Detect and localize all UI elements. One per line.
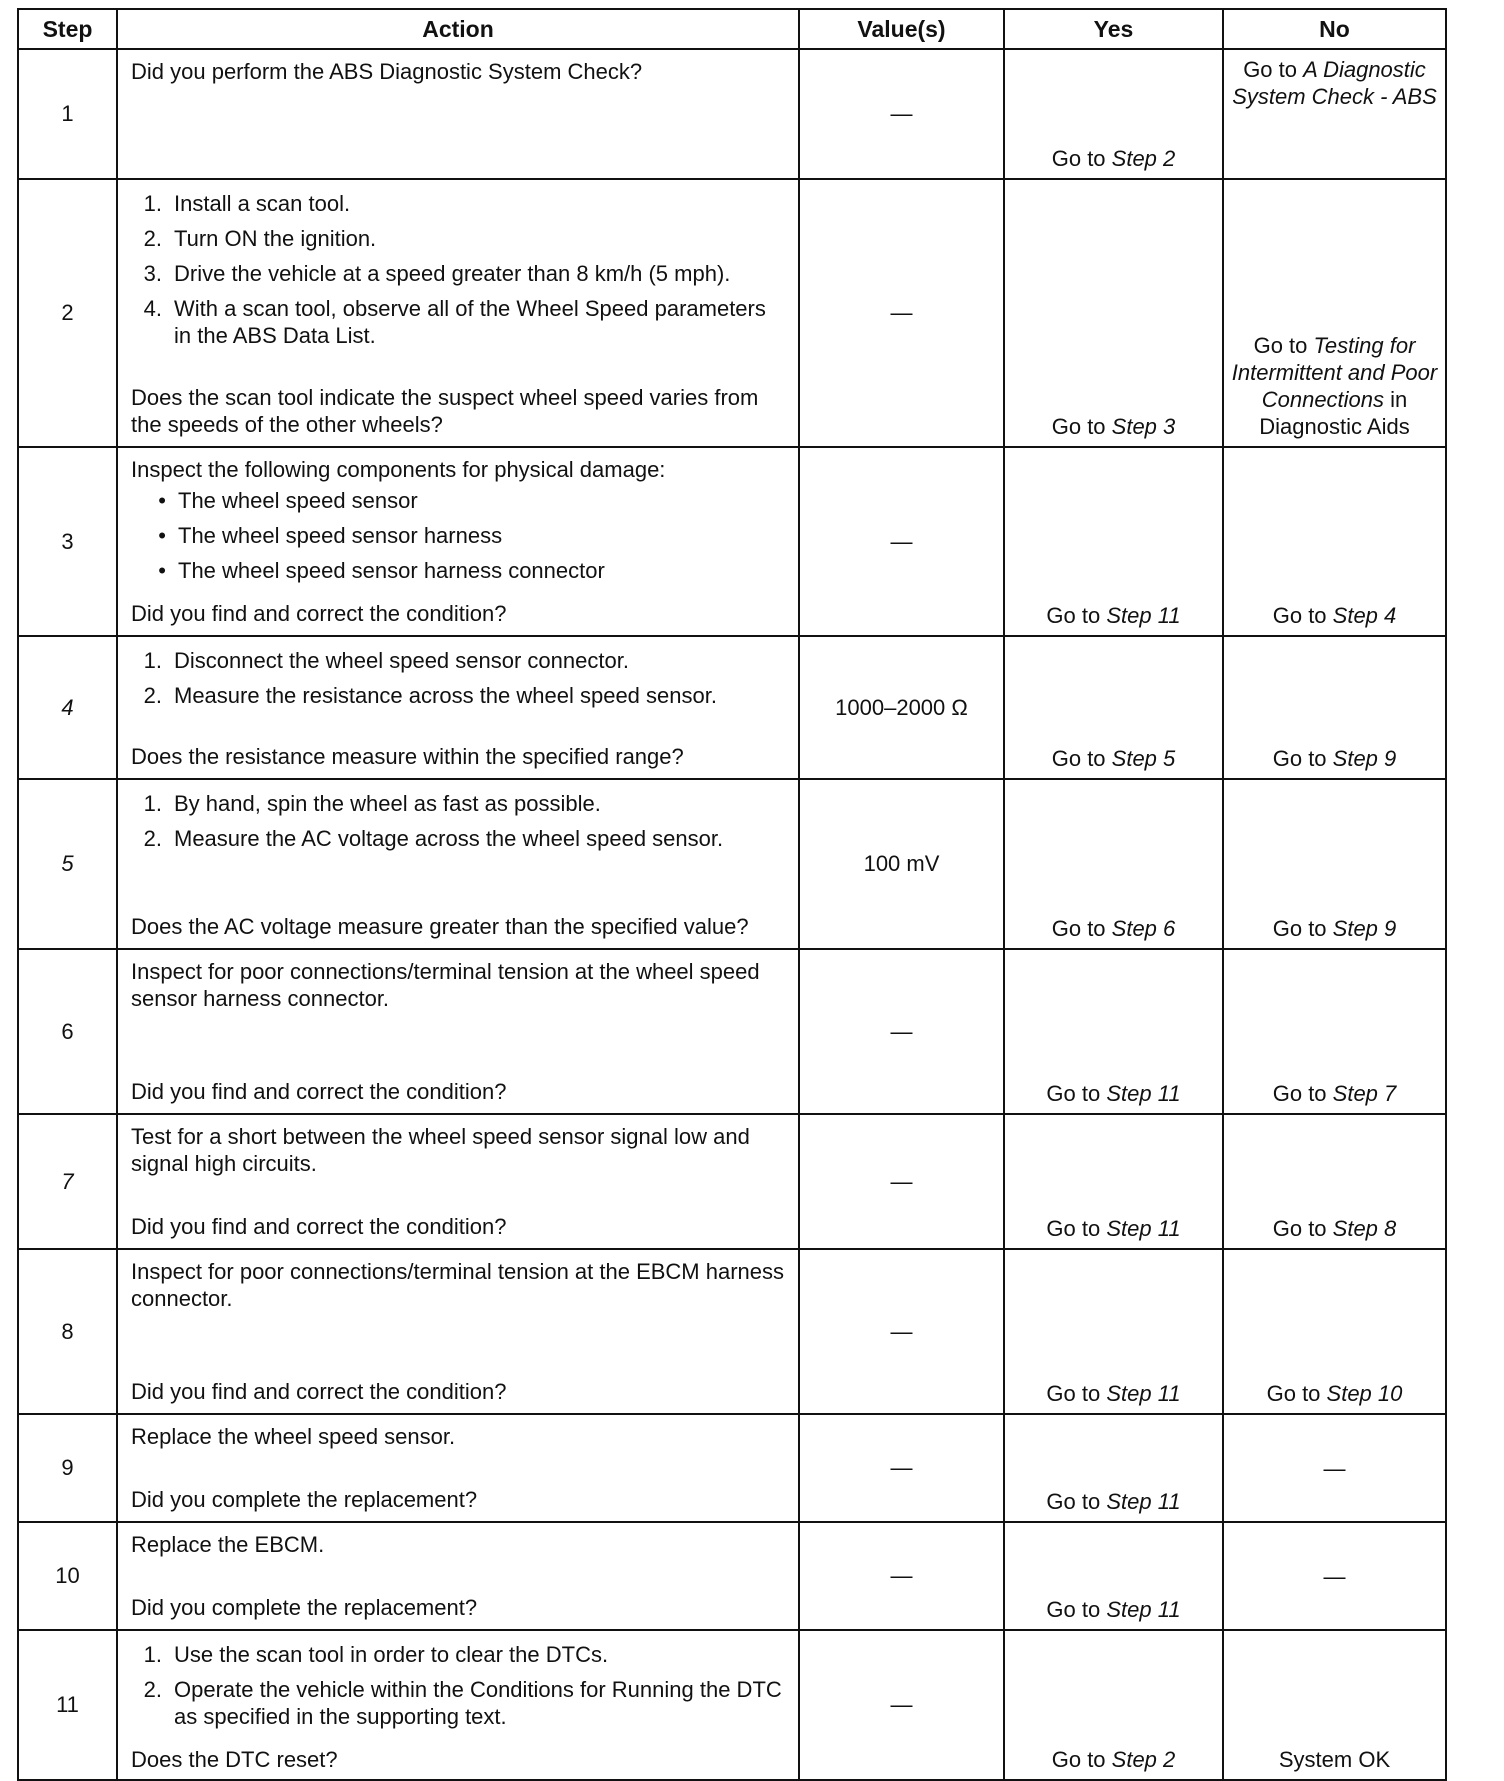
value-cell: 1000–2000 Ω: [799, 636, 1004, 779]
no-prefix: Go to: [1266, 1381, 1327, 1406]
yes-prefix: Go to: [1051, 1747, 1112, 1772]
action-cell: [117, 636, 799, 779]
yes-target: Step 6: [1111, 916, 1176, 941]
yes-target: Step 3: [1111, 414, 1176, 439]
value-cell: —: [799, 1114, 1004, 1249]
action-steps-list: [131, 790, 786, 860]
value-cell: —: [799, 1249, 1004, 1414]
action-question: Did you find and correct the condition?: [131, 601, 507, 626]
yes-prefix: Go to: [1051, 746, 1112, 771]
action-step-text: Measure the resistance across the wheel speed sensor.: [174, 683, 717, 708]
no-target: Step 7: [1332, 1081, 1397, 1106]
yes-cell: [1004, 1114, 1223, 1249]
step-number: 6: [18, 949, 117, 1114]
action-steps-list: [131, 647, 786, 717]
table-row: [18, 1414, 1446, 1522]
action-question: Did you find and correct the condition?: [131, 1379, 507, 1404]
no-text: System OK: [1278, 1747, 1391, 1772]
no-cell: [1223, 1114, 1446, 1249]
action-step-number: 2.: [143, 226, 162, 251]
value-cell: —: [799, 1414, 1004, 1522]
yes-target: Step 2: [1111, 1747, 1176, 1772]
action-intro: Replace the wheel speed sensor.: [131, 1424, 456, 1449]
action-intro: Inspect for poor connections/terminal tension at the wheel speed sensor harness connector.: [131, 959, 760, 1011]
header-yes: Yes: [1004, 9, 1223, 49]
action-step-item: [131, 260, 786, 287]
no-prefix: Go to: [1253, 333, 1314, 358]
action-cell: [117, 49, 799, 179]
no-cell: [1223, 1522, 1446, 1630]
action-steps-list: [131, 1641, 786, 1738]
value-cell: 100 mV: [799, 779, 1004, 949]
action-step-number: 1.: [143, 191, 162, 216]
bullet-icon: •: [158, 558, 166, 583]
value-cell: —: [799, 179, 1004, 447]
yes-target: Step 11: [1106, 1081, 1181, 1106]
action-cell: [117, 1522, 799, 1630]
header-values: Value(s): [799, 9, 1004, 49]
action-intro: Inspect for poor connections/terminal tension at the EBCM harness connector.: [131, 1259, 785, 1311]
no-target: A Diagnostic System Check - ABS: [1232, 57, 1437, 109]
step-number: 4: [18, 636, 117, 779]
action-question: Does the scan tool indicate the suspect wheel speed varies from the speeds of the other wheels?: [131, 385, 759, 437]
action-cell: [117, 1249, 799, 1414]
yes-prefix: Go to: [1046, 603, 1107, 628]
action-step-item: [131, 190, 786, 217]
action-step-text: Turn ON the ignition.: [174, 226, 377, 251]
yes-target: Step 11: [1106, 1216, 1181, 1241]
action-step-text: Disconnect the wheel speed sensor connector.: [174, 648, 629, 673]
yes-target: Step 5: [1111, 746, 1176, 771]
no-cell: [1223, 447, 1446, 636]
yes-target: Step 11: [1106, 1489, 1181, 1514]
no-cell: [1223, 636, 1446, 779]
step-number: 2: [18, 179, 117, 447]
no-cell: [1223, 179, 1446, 447]
yes-prefix: Go to: [1046, 1489, 1107, 1514]
value-cell: —: [799, 1522, 1004, 1630]
no-prefix: Go to: [1272, 1081, 1333, 1106]
action-step-text: Use the scan tool in order to clear the DTCs.: [174, 1642, 609, 1667]
step-number: 5: [18, 779, 117, 949]
table-row: [18, 779, 1446, 949]
yes-target: Step 11: [1106, 1597, 1181, 1622]
action-cell: [117, 1630, 799, 1780]
action-step-number: 1.: [143, 648, 162, 673]
no-prefix: Go to: [1272, 603, 1333, 628]
no-prefix: Go to: [1272, 916, 1333, 941]
step-number: 3: [18, 447, 117, 636]
no-cell: [1223, 1414, 1446, 1522]
action-question: Did you find and correct the condition?: [131, 1079, 507, 1104]
action-bullet-text: The wheel speed sensor harness connector: [178, 558, 605, 583]
action-step-text: By hand, spin the wheel as fast as possible.: [174, 791, 601, 816]
step-number: 11: [18, 1630, 117, 1780]
step-number: 10: [18, 1522, 117, 1630]
value-cell: —: [799, 1630, 1004, 1780]
action-step-item: [131, 225, 786, 252]
action-step-item: [131, 790, 786, 817]
no-cell: [1223, 49, 1446, 179]
no-target: Step 10: [1326, 1381, 1403, 1406]
action-step-item: [131, 825, 786, 852]
action-intro: Test for a short between the wheel speed sensor signal low and signal high circuits.: [131, 1124, 750, 1176]
bullet-icon: •: [158, 488, 166, 513]
action-question: Did you complete the replacement?: [131, 1595, 478, 1620]
yes-cell: [1004, 1522, 1223, 1630]
action-question: Did you complete the replacement?: [131, 1487, 478, 1512]
yes-cell: [1004, 1249, 1223, 1414]
value-cell: —: [799, 949, 1004, 1114]
yes-target: Step 2: [1111, 146, 1176, 171]
yes-cell: [1004, 949, 1223, 1114]
table-row: [18, 1630, 1446, 1780]
action-step-text: With a scan tool, observe all of the Wheel Speed parameters in the ABS Data List.: [174, 296, 766, 348]
action-step-item: [131, 682, 786, 709]
no-prefix: Go to: [1272, 746, 1333, 771]
table-row: [18, 1249, 1446, 1414]
action-step-item: [131, 295, 786, 349]
table-row: [18, 49, 1446, 179]
diagnostic-table: [17, 8, 1447, 1781]
yes-cell: [1004, 1630, 1223, 1780]
action-step-number: 2.: [143, 1677, 162, 1702]
action-cell: [117, 949, 799, 1114]
action-step-number: 2.: [143, 826, 162, 851]
header-row: [18, 9, 1446, 49]
no-prefix: Go to: [1272, 1216, 1333, 1241]
action-step-number: 2.: [143, 683, 162, 708]
table-row: [18, 1114, 1446, 1249]
action-step-item: [131, 1641, 786, 1668]
action-cell: [117, 1414, 799, 1522]
action-step-text: Install a scan tool.: [174, 191, 351, 216]
no-cell: [1223, 1249, 1446, 1414]
no-target: Step 8: [1332, 1216, 1397, 1241]
yes-cell: [1004, 779, 1223, 949]
action-cell: [117, 779, 799, 949]
no-text: Go to: [1243, 57, 1304, 82]
no-cell: [1223, 949, 1446, 1114]
no-target: Step 4: [1332, 603, 1397, 628]
table-row: [18, 949, 1446, 1114]
action-question: Did you find and correct the condition?: [131, 1214, 507, 1239]
action-intro: Inspect the following components for physical damage:: [131, 457, 666, 482]
bullet-icon: •: [158, 523, 166, 548]
action-bullet-item: [131, 487, 786, 514]
yes-prefix: Go to: [1046, 1597, 1107, 1622]
yes-prefix: Go to: [1046, 1381, 1107, 1406]
header-step: Step: [18, 9, 117, 49]
value-cell: —: [799, 447, 1004, 636]
action-step-item: [131, 1676, 786, 1730]
yes-prefix: Go to: [1051, 916, 1112, 941]
action-steps-list: [131, 190, 786, 357]
no-text: —: [1323, 1563, 1346, 1589]
yes-cell: [1004, 447, 1223, 636]
action-bullet-item: [131, 557, 786, 584]
step-number: 1: [18, 49, 117, 179]
step-number: 9: [18, 1414, 117, 1522]
yes-cell: [1004, 179, 1223, 447]
header-no: No: [1223, 9, 1446, 49]
action-question: Does the resistance measure within the specified range?: [131, 744, 684, 769]
yes-cell: [1004, 49, 1223, 179]
action-cell: [117, 179, 799, 447]
step-number: 8: [18, 1249, 117, 1414]
action-cell: [117, 1114, 799, 1249]
no-target: Step 9: [1332, 746, 1397, 771]
yes-prefix: Go to: [1046, 1081, 1107, 1106]
action-step-number: 1.: [143, 1642, 162, 1667]
no-target: Testing for Intermittent and Poor Connections: [1231, 333, 1438, 412]
action-question: Does the AC voltage measure greater than the specified value?: [131, 914, 749, 939]
table-row: [18, 1522, 1446, 1630]
no-cell: [1223, 1630, 1446, 1780]
action-step-number: 1.: [143, 791, 162, 816]
header-action: Action: [117, 9, 799, 49]
step-number: 7: [18, 1114, 117, 1249]
action-question: Does the DTC reset?: [131, 1747, 338, 1772]
yes-cell: [1004, 1414, 1223, 1522]
action-bullet-text: The wheel speed sensor: [178, 488, 418, 513]
action-step-text: Drive the vehicle at a speed greater than 8 km/h (5 mph).: [174, 261, 731, 286]
action-step-item: [131, 647, 786, 674]
yes-prefix: Go to: [1051, 414, 1112, 439]
yes-prefix: Go to: [1051, 146, 1112, 171]
action-bullet-list: [131, 487, 786, 592]
action-step-number: 3.: [143, 261, 162, 286]
action-bullet-item: [131, 522, 786, 549]
table-row: [18, 447, 1446, 636]
action-intro: Did you perform the ABS Diagnostic System Check?: [131, 59, 643, 84]
action-intro: Replace the EBCM.: [131, 1532, 325, 1557]
yes-prefix: Go to: [1046, 1216, 1107, 1241]
action-step-text: Operate the vehicle within the Conditions for Running the DTC as specified in the supporting text.: [174, 1677, 782, 1729]
yes-target: Step 11: [1106, 603, 1181, 628]
action-bullet-text: The wheel speed sensor harness: [178, 523, 503, 548]
action-cell: [117, 447, 799, 636]
yes-target: Step 11: [1106, 1381, 1181, 1406]
no-target: Step 9: [1332, 916, 1397, 941]
value-cell: —: [799, 49, 1004, 179]
yes-cell: [1004, 636, 1223, 779]
action-step-number: 4.: [143, 296, 162, 321]
action-step-text: Measure the AC voltage across the wheel speed sensor.: [174, 826, 724, 851]
no-text: —: [1323, 1455, 1346, 1481]
table-row: [18, 179, 1446, 447]
no-suffix: in Diagnostic Aids: [1259, 387, 1410, 439]
table-row: [18, 636, 1446, 779]
no-cell: [1223, 779, 1446, 949]
